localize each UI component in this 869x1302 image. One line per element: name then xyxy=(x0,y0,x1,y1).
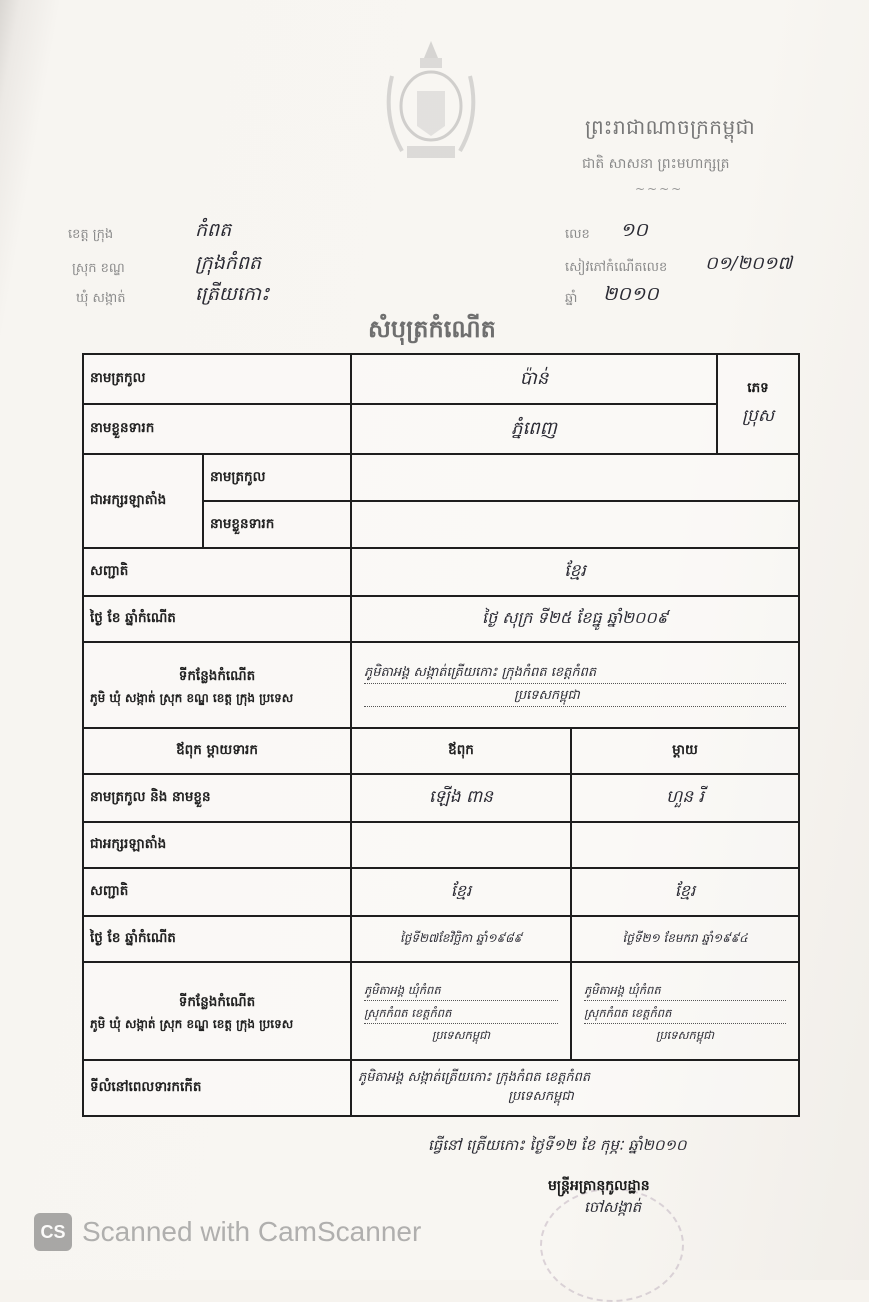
commune-label: ឃុំ សង្កាត់ xyxy=(76,291,126,306)
district-value: ក្រុងកំពត xyxy=(195,252,261,274)
sex-value: ប្រុស xyxy=(741,405,775,426)
child-dob-label: ថ្ងៃ ខែ ឆ្នាំកំណើត xyxy=(83,596,351,642)
record-number-label: លេខ xyxy=(565,227,590,242)
father-name-value: ឡើង ពាន xyxy=(351,774,571,822)
year-value: ២០១០ xyxy=(603,283,659,305)
father-pob-line-3: ប្រទេសកម្ពុជា xyxy=(431,1027,491,1042)
father-latin-value xyxy=(351,822,571,868)
child-pob-label-cell xyxy=(83,642,351,728)
motto-heading: ជាតិ សាសនា ព្រះមហាក្សត្រ xyxy=(582,156,730,172)
parents-pob-sublabel: ភូមិ ឃុំ សង្កាត់ ស្រុក ខណ្ឌ ខេត្ត ក្រុង ប្រទេស xyxy=(90,1017,294,1031)
parents-pob-label: ទីកន្លែងកំណើត xyxy=(178,994,256,1010)
father-header: ឪពុក xyxy=(351,728,571,774)
father-pob-line-1: ភូមិតាអង្គ ឃុំកំពត xyxy=(364,980,558,1001)
child-nationality-label: សញ្ជាតិ xyxy=(83,548,351,596)
child-nationality-value: ខ្មែរ xyxy=(351,548,799,596)
mother-header: ម្តាយ xyxy=(571,728,799,774)
mother-dob-value: ថ្ងៃទី២១ ខែមករា ឆ្នាំ១៩៩៤ xyxy=(571,916,799,962)
mother-name-value: ហួន រី xyxy=(571,774,799,822)
child-given-name-label: នាមខ្លួនទារក xyxy=(83,404,351,454)
mother-pob-line-1: ភូមិតាអង្គ ឃុំកំពត xyxy=(584,980,786,1001)
father-pob-cell xyxy=(351,962,571,1060)
mother-latin-value xyxy=(571,822,799,868)
residence-line-2: ប្រទេសកម្ពុជា xyxy=(508,1089,574,1104)
parents-latin-label: ជាអក្សរឡាតាំង xyxy=(83,822,351,868)
sex-label: ភេទ xyxy=(747,379,769,396)
issue-date-line: ធ្វើនៅ ត្រើយកោះ ថ្ងៃទី១២ ខែ កុម្ភៈ ឆ្នាំ២០១០ xyxy=(428,1136,687,1154)
mother-pob-cell xyxy=(571,962,799,1060)
mother-pob-line-3: ប្រទេសកម្ពុជា xyxy=(655,1027,715,1042)
register-value: ០១/២០១៧ xyxy=(705,253,793,274)
residence-line-1: ភូមិតាអង្គ សង្កាត់ត្រើយកោះ ក្រុងកំពត ខេត្តកំពត xyxy=(358,1070,591,1085)
child-given-name-value: ភ្នំពេញ xyxy=(351,404,717,454)
parents-nationality-label: សញ្ជាតិ xyxy=(83,868,351,916)
child-surname-label: នាមត្រកូល xyxy=(83,354,351,404)
year-label: ឆ្នាំ xyxy=(565,291,578,306)
birth-certificate-table xyxy=(82,353,800,1117)
parents-header-label: ឪពុក ម្តាយទារក xyxy=(83,728,351,774)
child-pob-line-1: ភូមិតាអង្គ សង្កាត់ត្រើយកោះ ក្រុងកំពត ខេត្តកំពត xyxy=(364,663,786,684)
officer-name: ចៅសង្កាត់ xyxy=(584,1198,642,1216)
province-label: ខេត្ត ក្រុង xyxy=(68,227,114,242)
child-dob-value: ថ្ងៃ សុក្រ ទី២៥ ខែធ្នូ ឆ្នាំ២០០៩ xyxy=(351,596,799,642)
district-label: ស្រុក ខណ្ឌ xyxy=(72,261,125,276)
document-title: សំបុត្រកំណើត xyxy=(368,315,496,343)
motto-ornament: ~~~~ xyxy=(635,182,684,196)
child-surname-value: ប៉ាន់ xyxy=(351,354,717,404)
residence-label: ទីលំនៅពេលទារកកើត xyxy=(83,1060,351,1116)
father-nationality-value: ខ្មែរ xyxy=(351,868,571,916)
sex-cell xyxy=(717,354,799,454)
watermark-text: Scanned with CamScanner xyxy=(82,1216,422,1247)
parents-dob-label: ថ្ងៃ ខែ ឆ្នាំកំណើត xyxy=(83,916,351,962)
parents-name-label: នាមត្រកូល និង នាមខ្លួន xyxy=(83,774,351,822)
mother-nationality-value: ខ្មែរ xyxy=(571,868,799,916)
child-latin-surname-value xyxy=(351,454,799,501)
officer-title: មន្ត្រីអត្រានុកូលដ្ឋាន xyxy=(548,1178,650,1194)
camscanner-watermark xyxy=(34,1210,421,1254)
child-latin-surname-label: នាមត្រកូល xyxy=(203,454,351,501)
residence-value-cell xyxy=(351,1060,799,1116)
child-latin-given-value xyxy=(351,501,799,548)
father-pob-line-2: ស្រុកកំពត ខេត្តកំពត xyxy=(364,1003,558,1024)
father-dob-value: ថ្ងៃទី២៧ខែវិច្ឆិកា ឆ្នាំ១៩៨៩ xyxy=(351,916,571,962)
child-pob-line-2: ប្រទេសកម្ពុជា xyxy=(364,686,786,707)
record-number-value: ១០ xyxy=(620,219,648,241)
coat-of-arms-icon xyxy=(372,36,490,171)
child-pob-sublabel: ភូមិ ឃុំ សង្កាត់ ស្រុក ខណ្ឌ ខេត្ត ក្រុង ប្រទេស xyxy=(90,691,294,705)
mother-pob-line-2: ស្រុកកំពត ខេត្តកំពត xyxy=(584,1003,786,1024)
commune-value: ត្រើយកោះ xyxy=(195,283,270,305)
child-latin-label: ជាអក្សរឡាតាំង xyxy=(83,454,203,548)
child-pob-value-cell xyxy=(351,642,799,728)
parents-pob-label-cell xyxy=(83,962,351,1060)
register-label: សៀវភៅកំណើតលេខ xyxy=(565,260,668,275)
camscanner-logo-icon: CS xyxy=(34,1213,72,1251)
province-value: កំពត xyxy=(195,219,232,241)
kingdom-heading: ព្រះរាជាណាចក្រកម្ពុជា xyxy=(585,115,756,139)
child-latin-given-label: នាមខ្លួនទារក xyxy=(203,501,351,548)
child-pob-label: ទីកន្លែងកំណើត xyxy=(178,668,256,684)
